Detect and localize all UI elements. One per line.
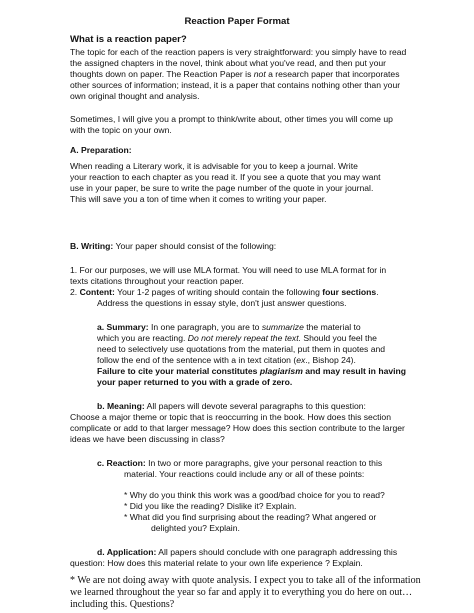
prompt-note-line-1: Sometimes, I will give you a prompt to think/write about, other times you will come up [70,114,393,124]
section-b-item-1-line-1: 1. For our purposes, we will use MLA format. You will need to use MLA format for in [70,265,387,275]
reaction-bullet-2: * Did you like the reading? Dislike it? Explain. [124,501,297,511]
section-b-item-2-number: 2. [70,287,80,297]
summary-line-2 [97,333,377,343]
meaning-label: b. Meaning: [97,401,145,411]
summary-l1-emphasis: summarize [261,322,304,332]
summary-l4-a: follow the end of the sentence with a in text citation ( [97,355,297,365]
section-b-item-1-line-2: texts citations throughout your reaction paper. [70,276,244,286]
closing-line-2: we learned throughout the year so far and apply it to everything you do here on out… [70,587,413,598]
closing-line-1: * We are not doing away with quote analysis. I expect you to take all of the information [70,575,421,586]
application-line-2: question: How does this material relate to your own life experience ? Explain. [70,558,363,568]
section-a-line-1: When reading a Literary work, it is advisable for you to keep a journal. Write [70,161,358,171]
summary-l1-a: In one paragraph, you are to [148,322,262,332]
application-label: d. Application: [97,547,157,557]
summary-line-3: need to selectively use quotations from the material, put them in quotes and [97,344,386,354]
reaction-l1: In two or more paragraphs, give your personal reaction to this [145,458,383,468]
reaction-line-2: material. Your reactions could include any or all of these points: [124,469,365,479]
meaning-line-2: Choose a major theme or topic that is reoccurring in the book. How does this section [70,412,391,422]
summary-l2-emphasis: Do not merely repeat the text. [187,333,301,343]
summary-l4-b: ., Bishop 24). [305,355,356,365]
intro-emphasis-not: not [253,69,266,79]
intro-line-5: own original thought and analysis. [70,91,200,101]
summary-l2-a: which you are reacting. [97,333,188,343]
section-b-heading-line [70,241,276,251]
summary-warning-plagiarism: plagiarism [259,366,303,376]
reaction-bullet-3-continued: delighted you? Explain. [151,523,240,533]
summary-line-4 [97,355,356,365]
summary-warning-line-1 [97,366,406,376]
prompt-note-line-2: with the topic on your own. [70,125,172,135]
intro-line-1: The topic for each of the reaction papers is very straightforward: you simply have to read [70,47,407,57]
section-b-item-2-bold: four sections [322,287,377,297]
reaction-bullet-3: * What did you find surprising about the reading? What angered or [124,512,377,522]
section-b-item-2-label: Content: [79,287,115,297]
section-b-item-2-line-1 [70,287,379,297]
meaning-l1: All papers will devote several paragraphs to this question: [144,401,366,411]
summary-l1-b: the material to [303,322,361,332]
intro-heading: What is a reaction paper? [70,34,187,45]
section-a-line-3: use in your paper, be sure to write the page number of the quote in your journal. [70,183,374,193]
summary-warning-a: Failure to cite your material constitutes [97,366,260,376]
summary-l4-emphasis: ex [296,355,306,365]
section-b-item-2-text: Your 1-2 pages of writing should contain the following [114,287,323,297]
reaction-bullet-1: * Why do you think this work was a good/bad choice for you to read? [124,490,385,500]
meaning-line-4: ideas we have been discussing in class? [70,434,225,444]
section-b-item-2-end: . [376,287,379,297]
reaction-label: c. Reaction: [97,458,146,468]
summary-line-1 [97,322,361,332]
summary-warning-b: and may result in having [302,366,407,376]
intro-line-4: other sources of information; instead, it is a paper that contains nothing other than your [70,80,401,90]
application-line-1 [97,547,397,557]
intro-line-3-a: thoughts down on paper. The Reaction Paper is [70,69,254,79]
application-l1: All papers should conclude with one paragraph addressing this [156,547,398,557]
meaning-line-3: complicate or add to that larger message? How does this section contribute to the larger [70,423,405,433]
section-b-heading: B. Writing: [70,241,114,251]
page-title: Reaction Paper Format [184,16,290,27]
summary-label: a. Summary: [97,322,149,332]
summary-warning-line-2: your paper returned to you with a grade of zero. [97,377,293,387]
section-b-item-2-line-2: Address the questions in essay style, don't just answer questions. [97,298,347,308]
intro-line-3-b: a research paper that incorporates [265,69,400,79]
closing-line-3: including this. Questions? [70,599,175,610]
intro-line-2: the assigned chapters in the novel, think about what you've read, and then put your [70,58,387,68]
section-b-heading-rest: Your paper should consist of the following: [113,241,277,251]
intro-line-3 [70,69,400,79]
section-a-heading: A. Preparation: [70,145,132,155]
section-a-line-4: This will save you a ton of time when it comes to writing your paper. [70,194,327,204]
section-a-line-2: your reaction to each chapter as you read it. If you see a quote that you may want [70,172,381,182]
meaning-line-1 [97,401,366,411]
reaction-line-1 [97,458,382,468]
summary-l2-b: Should you feel the [300,333,377,343]
